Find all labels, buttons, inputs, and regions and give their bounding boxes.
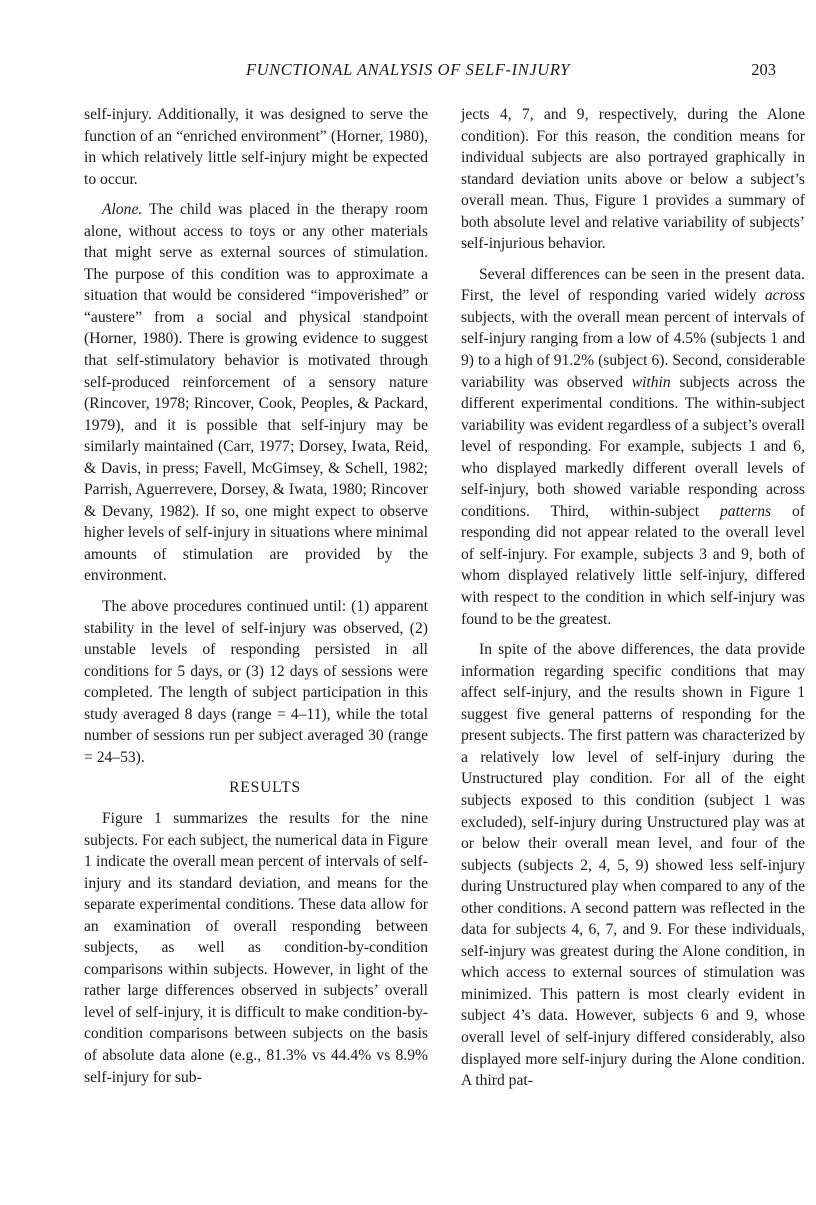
paragraph-text: The child was placed in the therapy room alone, without access to toys or any other materials that might serve as external sources of stimulation. The purpose of this condition was to approximate a situation that would be considered “impoverished” or “austere” from a social and physical standpoint (Horner, 1980). There is growing evidence to suggest that self-stimulatory behavior is motivated through self-produced reinforcement of a sensory nature (Rincover, 1978; Rincover, Cook, Peoples, & Packard, 1979), and it is possible that self-injury may be similarly maintained (Carr, 1977; Dorsey, Iwata, Reid, & Davis, in press; Favell, McGimsey, & Schell, 1982; Parrish, Aguerrevere, Dorsey, & Iwata, 1980; Rincover & Devany, 1982). If so, one might expect to observe higher levels of self-injury in situations where minimal amounts of stimulation are provided by the environment.: [84, 201, 428, 585]
right-column: [461, 104, 805, 1092]
paragraph-text: subjects across the different experimental conditions. The within-subject variability was evident regardless of a subject’s overall level of responding. For example, subjects 1 and 6, who displayed markedly different overall levels of self-injury, both showed variable responding across conditions. Third, within-subject: [461, 373, 805, 520]
paragraph-results-summary: Figure 1 summarizes the results for the nine subjects. For each subject, the numerical data in Figure 1 indicate the overall mean percent of intervals of self-injury and its standard deviation, and means for the separate experimental conditions. These data allow for an examination of overall responding between subjects, as well as condition-by-condition comparisons within subjects. However, in light of the rather large differences observed in subjects’ overall level of self-injury, it is difficult to make condition-by-condition comparisons between subjects on the basis of absolute data alone (e.g., 81.3% vs 44.4% vs 8.9% self-injury for sub-: [84, 809, 428, 1086]
paragraph-text: Several differences can be seen in the present data. First, the level of responding varied widely: [461, 265, 805, 305]
emphasis-within: within: [631, 373, 671, 391]
running-title: FUNCTIONAL ANALYSIS OF SELF-INJURY: [246, 60, 570, 79]
paragraph-text: subjects, with the overall mean percent of intervals of self-injury ranging from a low of 4.5% (subjects 1 and 9) to a high of 91.2% (subject 6). Second, considerable variability was observed: [461, 308, 805, 391]
paragraph-procedure-criteria: The above procedures continued until: (1) apparent stability in the level of self-injury was observed, (2) unstable levels of responding persisted in all conditions for 5 days, or (3) 12 days of sessions were completed. The length of subject participation in this study averaged 8 days (range = 4–11), while the total number of sessions run per subject averaged 30 (range = 24–53).: [84, 598, 428, 766]
paragraph-continued: self-injury. Additionally, it was designed to serve the function of an “enriched environment” (Horner, 1980), in which relatively little self-injury might be expected to occur.: [84, 106, 428, 188]
paragraph-alone-condition: [84, 199, 428, 587]
emphasis-patterns: patterns: [720, 502, 772, 520]
section-heading-results: RESULTS: [229, 779, 301, 797]
running-head: [0, 60, 816, 86]
emphasis-across: across: [764, 287, 805, 305]
paragraph-continued: jects 4, 7, and 9, respectively, during the Alone condition). For this reason, the condition means for individual subjects are also portrayed graphically in standard deviation units above or below a subject’s overall mean. Thus, Figure 1 provides a summary of both absolute level and relative variability of subjects’ self-injurious behavior.: [461, 106, 805, 253]
paragraph-text: of responding did not appear related to the overall level of self-injury. For example, subjects 3 and 9, both of whom displayed relatively little self-injury, differed with respect to the condition in which self-injury was found to be the greatest.: [461, 502, 805, 628]
condition-term: Alone.: [102, 201, 143, 219]
left-column: [84, 104, 428, 1088]
paragraph-patterns: In spite of the above differences, the data provide information regarding specific conditions that may affect self-injury, and the results shown in Figure 1 suggest five general patterns of responding for the present subjects. The first pattern was characterized by a relatively low level of self-injury during the Unstructured play condition. For all of the eight subjects exposed to this condition (subject 1 was excluded), self-injury during Unstructured play was at or below their overall mean level, and four of the subjects (subjects 2, 4, 5, 9) showed less self-injury during Unstructured play when compared to any of the other conditions. A second pattern was reflected in the data for subjects 4, 6, 7, and 9. For these individuals, self-injury was greatest during the Alone condition, in which access to external sources of stimulation was minimized. This pattern is most clearly evident in subject 4’s data. However, subjects 6 and 9, whose overall level of self-injury differed considerably, also displayed more self-injury during the Alone condition. A third pat-: [461, 641, 805, 1090]
paragraph-differences: [461, 264, 805, 630]
page-number: 203: [751, 60, 776, 79]
